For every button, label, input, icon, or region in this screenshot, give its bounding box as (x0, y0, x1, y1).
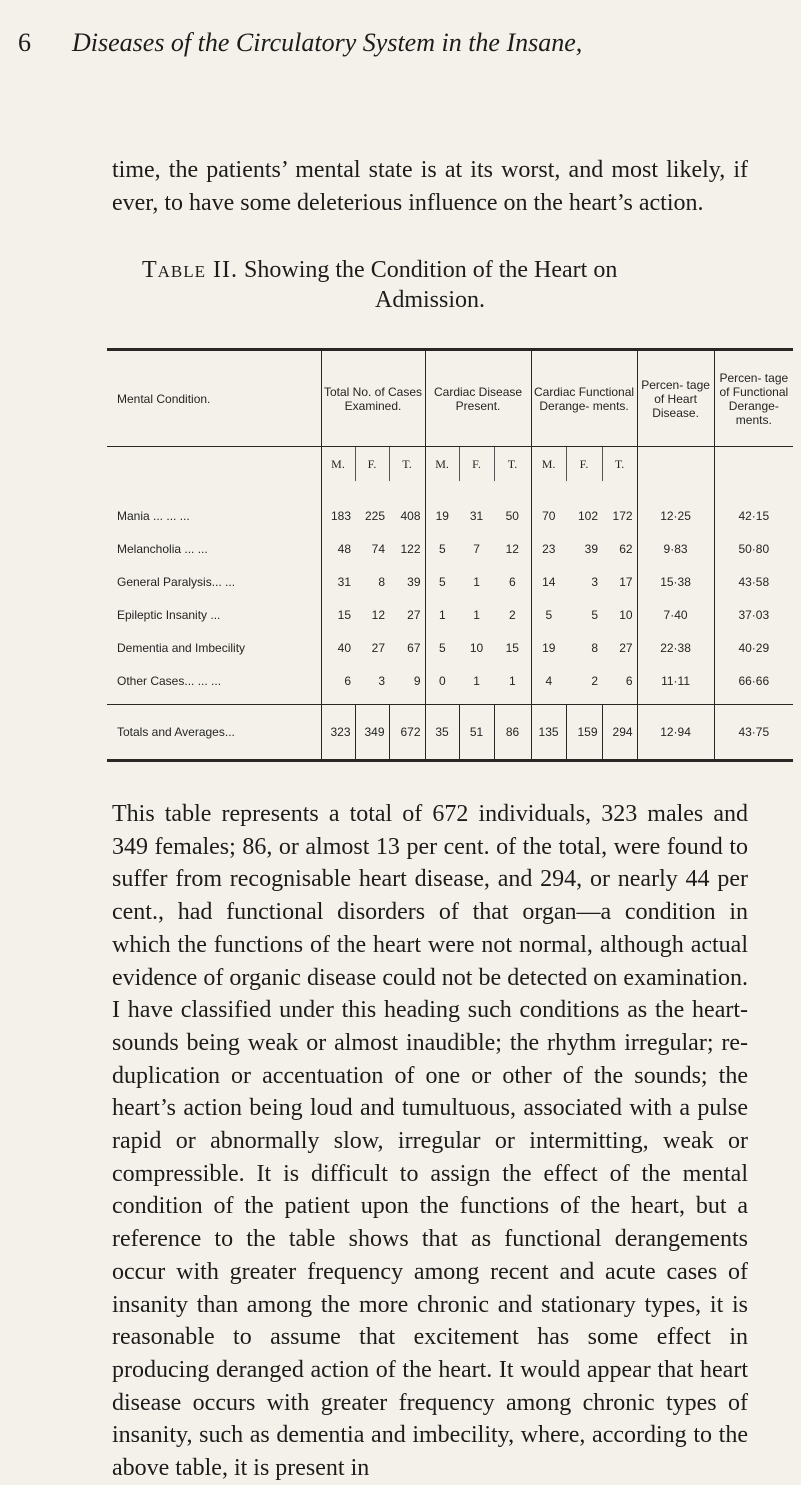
row-label: Mania ... ... ... (117, 509, 190, 523)
cell-disease-t: 50 (505, 509, 519, 523)
cell-functional-t: 17 (619, 575, 633, 589)
cell-disease-t: 6 (508, 575, 516, 589)
subheader-cell: M. (321, 447, 355, 482)
header-mental-condition: Mental Condition. (107, 350, 321, 447)
cell-disease-m: 19 (425, 481, 459, 523)
cell-total-f: 27 (371, 641, 385, 655)
cell-pct-functional: 66·66 (714, 655, 793, 688)
cell-functional-f: 159 (566, 705, 602, 761)
table-header-row (107, 350, 793, 447)
cell-functional-t: 6 (625, 674, 633, 688)
cell-functional-t: 27 (619, 641, 633, 655)
cell-total-m: 183 (321, 481, 355, 523)
row-label: Other Cases... ... ... (117, 674, 222, 688)
cell-total-f: 8 (378, 575, 385, 589)
cell-pct-heart: 7·40 (637, 589, 714, 622)
cell-total-f: 74 (371, 542, 385, 556)
row-label: General Paralysis... ... (117, 575, 236, 589)
subheader-cell: M. (425, 447, 459, 482)
cell-disease-t: 15 (505, 641, 519, 655)
cell-total-t: 122 (400, 542, 421, 556)
subheader-blank (714, 447, 793, 482)
table-row (107, 655, 793, 688)
cell-functional-f: 3 (591, 575, 599, 589)
cell-functional-f: 39 (584, 542, 599, 556)
cell-disease-t: 86 (494, 705, 531, 761)
cell-functional-m: 23 (531, 523, 566, 556)
cell-pct-heart: 15·38 (637, 556, 714, 589)
cell-pct-heart: 9·83 (637, 523, 714, 556)
cell-pct-heart: 11·11 (637, 655, 714, 688)
table-caption (112, 255, 748, 315)
cell-pct-heart: 12·25 (637, 481, 714, 523)
table-row (107, 481, 793, 523)
cell-disease-f: 51 (459, 705, 494, 761)
paragraph-top-text: time, the patients’ mental state is at its worst, and most likely, if ever, to have some deleterious influence on the heart’s action. (112, 157, 748, 216)
totals-label: Totals and Averages... (107, 705, 321, 761)
cell-functional-f: 5 (591, 608, 599, 622)
cell-disease-m: 35 (425, 705, 459, 761)
paragraph-top (112, 154, 748, 219)
paragraph-bottom-text: This table represents a total of 672 individuals, 323 males and 349 females; 86, or almost 13 per cent. of the total, were found to suffer from recognisable heart disease, and 294, or nearly 44 per cent., had functional disorders of that organ—a condition in which the functions of the heart were not normal, although actual evidence of organic disease could not be detected on examination. I have classified under this heading such conditions as the heart-sounds being weak or almost inaudible; the rhythm irregular; re-duplication or accentuation of one or other of the sounds; the heart’s action being loud and tumultuous, associated with a pulse rapid or abnormally slow, irregular or intermitting, weak or compressible. It is difficult to assign the effect of the mental condition of the patient upon the functions of the heart, but a reference to the table shows that as functional derangements occur with greater frequency among recent and acute cases of insanity than among the more chronic and stationary types, it is reasonable to assume that excitement has some effect in producing deranged action of the heart. It would appear that heart disease occurs with greater frequency among chronic types of insanity, such as dementia and imbecility, where, according to the above table, it is present in (112, 801, 748, 1482)
subheader-cell: T. (389, 447, 425, 482)
subheader-cell: M. (531, 447, 566, 482)
table-subheader-row (107, 447, 793, 482)
cell-disease-m: 0 (425, 655, 459, 688)
cell-total-t: 9 (413, 674, 421, 688)
cell-disease-m: 5 (425, 622, 459, 655)
heart-condition-table (107, 348, 793, 762)
cell-disease-f: 1 (473, 575, 480, 589)
cell-total-f: 349 (355, 705, 389, 761)
cell-functional-m: 19 (531, 622, 566, 655)
row-label: Dementia and Imbecility (117, 641, 246, 655)
subheader-blank (637, 447, 714, 482)
header-cardiac-disease: Cardiac Disease Present. (425, 350, 531, 447)
cell-functional-t: 172 (612, 509, 633, 523)
table-spacer-row (107, 688, 793, 705)
cell-functional-m: 5 (531, 589, 566, 622)
cell-total-m: 31 (321, 556, 355, 589)
running-title: Diseases of the Circulatory System in the Insane, (72, 28, 583, 57)
cell-disease-m: 5 (425, 556, 459, 589)
subheader-cell: F. (566, 447, 602, 482)
cell-total-f: 3 (378, 674, 385, 688)
cell-pct-functional: 50·80 (714, 523, 793, 556)
cell-total-m: 6 (321, 655, 355, 688)
subheader-cell: T. (602, 447, 637, 482)
cell-total-f: 12 (371, 608, 385, 622)
cell-functional-t: 62 (619, 542, 633, 556)
cell-functional-f: 8 (591, 641, 599, 655)
subheader-cell: F. (355, 447, 389, 482)
cell-disease-f: 10 (469, 641, 484, 655)
cell-disease-f: 7 (473, 542, 480, 556)
paragraph-bottom (112, 798, 748, 1485)
header-pct-functional: Percen- tage of Functional Derange- ments. (714, 350, 793, 447)
cell-total-m: 40 (321, 622, 355, 655)
cell-functional-t: 10 (619, 608, 633, 622)
table-label: Table II. (142, 257, 239, 283)
cell-disease-f: 1 (473, 674, 480, 688)
cell-disease-f: 31 (469, 509, 484, 523)
cell-pct-functional: 43·58 (714, 556, 793, 589)
subheader-cell: T. (494, 447, 531, 482)
cell-pct-heart: 12·94 (637, 705, 714, 761)
header-pct-heart-disease: Percen- tage of Heart Disease. (637, 350, 714, 447)
header-total-cases: Total No. of Cases Examined. (321, 350, 425, 447)
cell-total-m: 323 (321, 705, 355, 761)
cell-functional-m: 70 (531, 481, 566, 523)
page-number: 6 (18, 28, 31, 57)
cell-functional-m: 4 (531, 655, 566, 688)
row-label: Epileptic Insanity ... (117, 608, 221, 622)
cell-total-t: 39 (407, 575, 421, 589)
cell-total-t: 27 (407, 608, 421, 622)
cell-disease-m: 5 (425, 523, 459, 556)
table-row (107, 556, 793, 589)
table-row (107, 589, 793, 622)
cell-total-t: 67 (407, 641, 421, 655)
cell-total-m: 15 (321, 589, 355, 622)
cell-disease-t: 2 (508, 608, 516, 622)
cell-pct-functional: 40·29 (714, 622, 793, 655)
cell-total-f: 225 (364, 509, 385, 523)
cell-functional-m: 14 (531, 556, 566, 589)
row-label: Melancholia ... ... (117, 542, 208, 556)
table-row (107, 622, 793, 655)
cell-total-t: 408 (400, 509, 421, 523)
cell-total-t: 672 (389, 705, 425, 761)
cell-functional-f: 102 (578, 509, 599, 523)
cell-disease-t: 12 (505, 542, 519, 556)
cell-functional-m: 135 (531, 705, 566, 761)
cell-total-m: 48 (321, 523, 355, 556)
cell-disease-m: 1 (425, 589, 459, 622)
header-cardiac-functional: Cardiac Functional Derange- ments. (531, 350, 637, 447)
page-header (10, 24, 771, 64)
cell-functional-t: 294 (602, 705, 637, 761)
cell-disease-t: 1 (508, 674, 516, 688)
subheader-cell: F. (459, 447, 494, 482)
table-row (107, 523, 793, 556)
caption-line-1 (112, 255, 748, 285)
cell-functional-f: 2 (591, 674, 599, 688)
caption-title: Showing the Condition of the Heart on (244, 257, 618, 283)
cell-pct-functional: 42·15 (714, 481, 793, 523)
cell-disease-f: 1 (473, 608, 480, 622)
caption-line-2: Admission. (374, 287, 485, 313)
cell-pct-functional: 43·75 (714, 705, 793, 761)
cell-pct-functional: 37·03 (714, 589, 793, 622)
table-totals-row (107, 705, 793, 761)
subheader-blank (107, 447, 321, 482)
cell-pct-heart: 22·38 (637, 622, 714, 655)
